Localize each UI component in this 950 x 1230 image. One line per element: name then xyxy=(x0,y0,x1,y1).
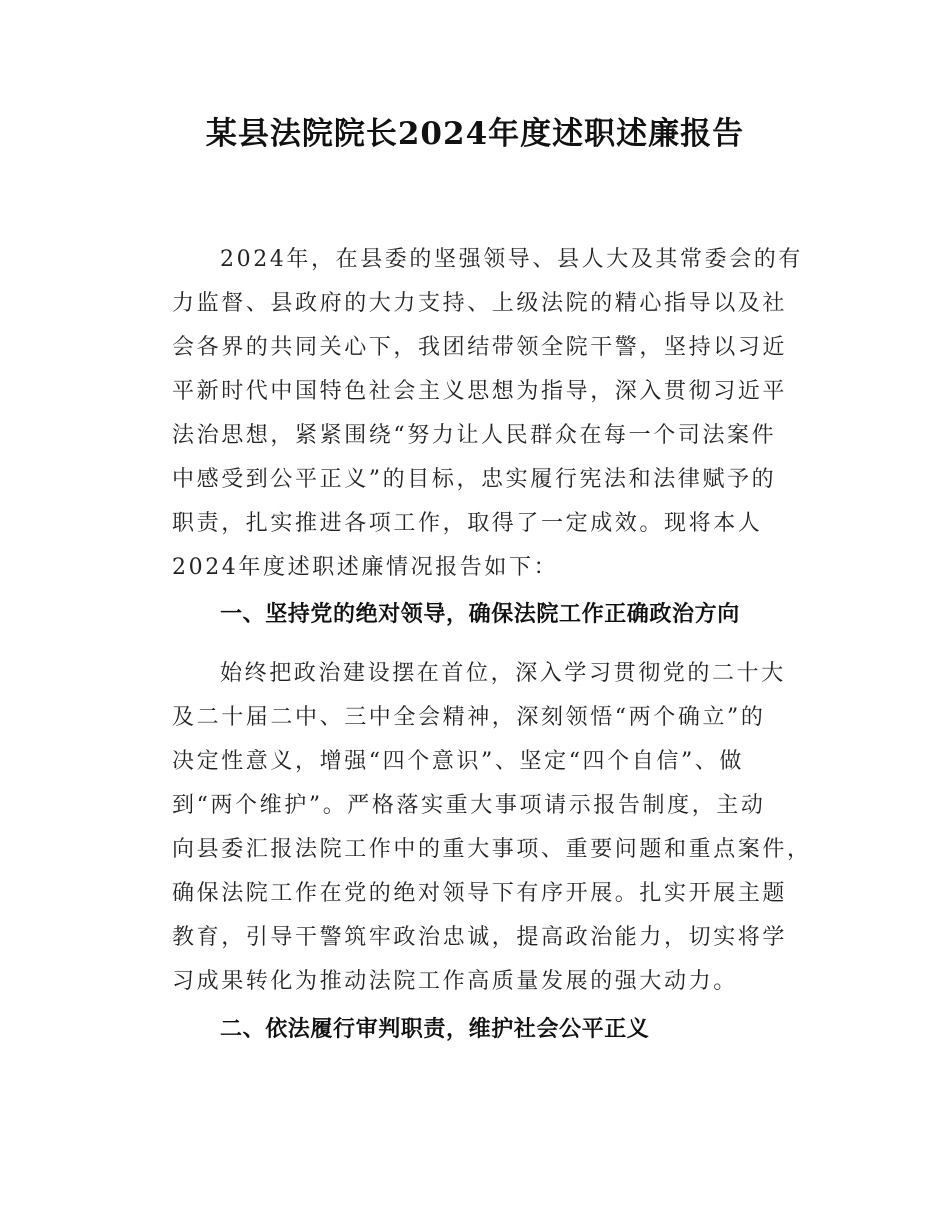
paragraph-line: 确保法院工作在党的绝对领导下有序开展。扎实开展主题 xyxy=(172,881,788,906)
paragraph-line: 2024年度述职述廉情况报告如下： xyxy=(172,555,559,580)
paragraph-line: 会各界的共同关心下，我团结带领全院干警，坚持以习近 xyxy=(172,335,788,360)
section-heading-1: 一、坚持党的绝对领导，确保法院工作正确政治方向 xyxy=(220,602,740,627)
document-title: 某县法院院长2024年度述职述廉报告 xyxy=(205,116,745,152)
paragraph-line: 平新时代中国特色社会主义思想为指导，深入贯彻习近平 xyxy=(172,379,788,404)
intro-paragraph xyxy=(172,238,803,590)
paragraph-line: 及二十届二中、三中全会精神，深刻领悟“两个确立”的 xyxy=(172,705,766,730)
paragraph-line: 力监督、县政府的大力支持、上级法院的精心指导以及社 xyxy=(172,291,788,316)
paragraph-line: 向县委汇报法院工作中的重大事项、重要问题和重点案件， xyxy=(172,837,812,862)
paragraph-line: 2024年，在县委的坚强领导、县人大及其常委会的有 xyxy=(220,247,803,272)
paragraph-line: 教育，引导干警筑牢政治忠诚，提高政治能力，切实将学 xyxy=(172,925,788,950)
section-heading-2: 二、依法履行审判职责，维护社会公平正义 xyxy=(220,1017,650,1042)
section-1-paragraph xyxy=(172,652,812,1004)
paragraph-line: 习成果转化为推动法院工作高质量发展的强大动力。 xyxy=(172,969,738,994)
paragraph-line: 始终把政治建设摆在首位，深入学习贯彻党的二十大 xyxy=(220,661,786,686)
paragraph-line: 到“两个维护”。严格落实重大事项请示报告制度，主动 xyxy=(172,793,766,818)
paragraph-line: 中感受到公平正义”的目标，忠实履行宪法和法律赋予的 xyxy=(172,467,777,492)
paragraph-line: 法治思想，紧紧围绕“努力让人民群众在每一个司法案件 xyxy=(172,423,777,448)
paragraph-line: 职责，扎实推进各项工作，取得了一定成效。现将本人 xyxy=(172,511,763,536)
paragraph-line: 决定性意义，增强“四个意识”、坚定“四个自信”、做 xyxy=(172,749,744,774)
